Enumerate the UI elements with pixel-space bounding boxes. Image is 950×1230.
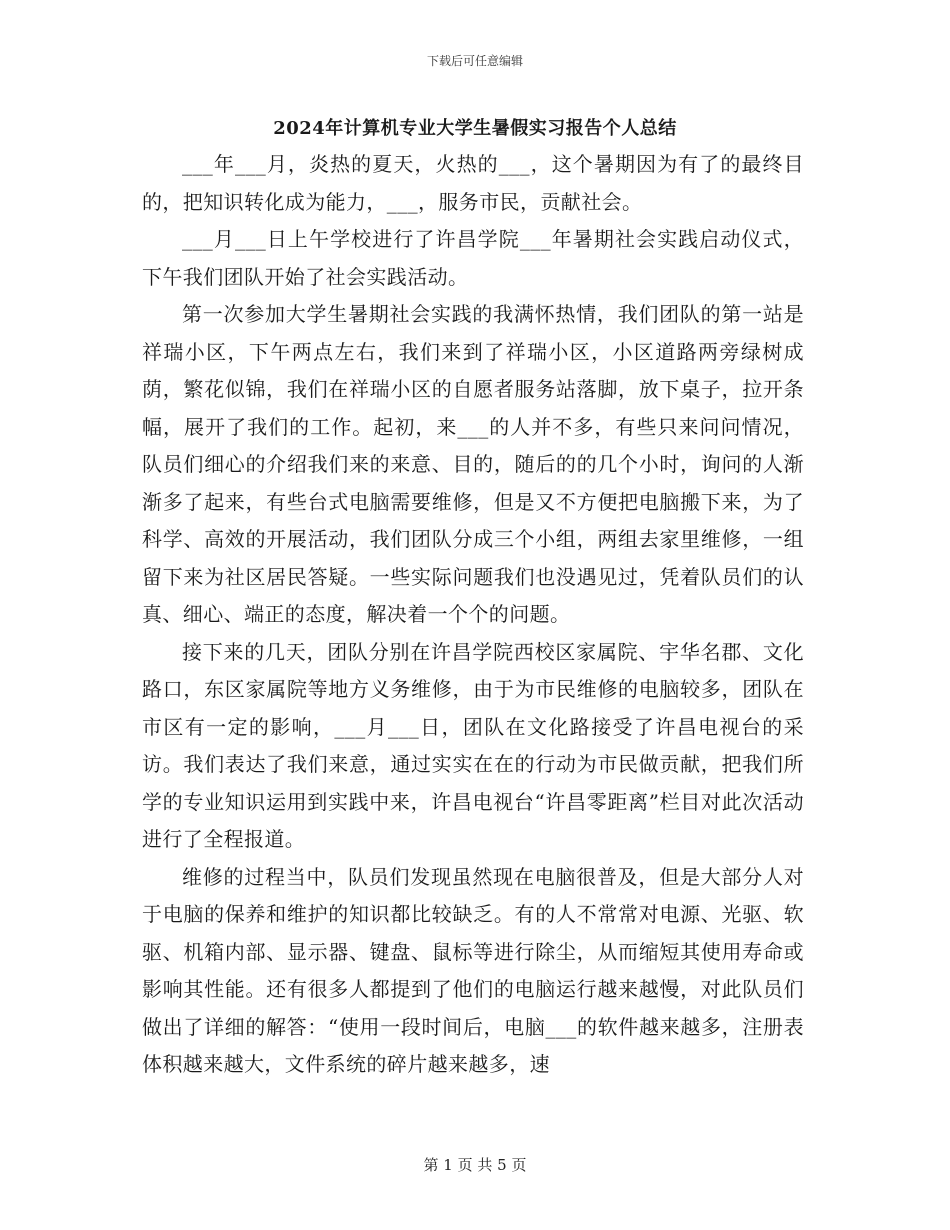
paragraph-3: 第一次参加大学生暑期社会实践的我满怀热情，我们团队的第一站是祥瑞小区，下午两点左右，我们来到了祥瑞小区，小区道路两旁绿树成荫，繁花似锦，我们在祥瑞小区的自愿者服务站落脚，放下桌子，拉开条幅，展开了我们的工作。起初，来___的人并不多，有些只来问问情况，队员们细心的介绍我们来的来意、目的，随后的的几个小时，询问的人渐渐多了起来，有些台式电脑需要维修，但是又不方便把电脑搬下来，为了科学、高效的开展活动，我们团队分成三个小组，两组去家里维修，一组留下来为社区居民答疑。一些实际问题我们也没遇见过，凭着队员们的认真、细心、端正的态度，解决着一个个的问题。	[142, 302, 804, 626]
header-note: 下载后可任意编辑	[426, 54, 523, 68]
page-number: 第 1 页 共 5 页	[423, 1156, 527, 1174]
paragraph-1: ___年___月，炎热的夏天，火热的___，这个暑期因为有了的最终目的，把知识转化成为能力，___，服务市民，贡献社会。	[142, 152, 804, 214]
document-body	[142, 146, 804, 1084]
paragraph-4: 接下来的几天，团队分别在许昌学院西校区家属院、宇华名郡、文化路口，东区家属院等地方义务维修，由于为市民维修的电脑较多，团队在市区有一定的影响，___月___日，团队在文化路接受了许昌电视台的采访。我们表达了我们来意，通过实实在在的行动为市民做贡献，把我们所学的专业知识运用到实践中来，许昌电视台“许昌零距离”栏目对此次活动进行了全程报道。	[142, 639, 804, 851]
document-title: 2024年计算机专业大学生暑假实习报告个人总结	[273, 118, 677, 139]
paragraph-5: 维修的过程当中，队员们发现虽然现在电脑很普及，但是大部分人对于电脑的保养和维护的知识都比较缺乏。有的人不常常对电源、光驱、软驱、机箱内部、显示器、键盘、鼠标等进行除尘，从而缩短其使用寿命或影响其性能。还有很多人都提到了他们的电脑运行越来越慢，对此队员们做出了详细的解答：“使用一段时间后，电脑___的软件越来越多，注册表体积越来越大，文件系统的碎片越来越多，速	[142, 864, 804, 1076]
paragraph-2: ___月___日上午学校进行了许昌学院___年暑期社会实践启动仪式，下午我们团队开始了社会实践活动。	[142, 227, 804, 289]
